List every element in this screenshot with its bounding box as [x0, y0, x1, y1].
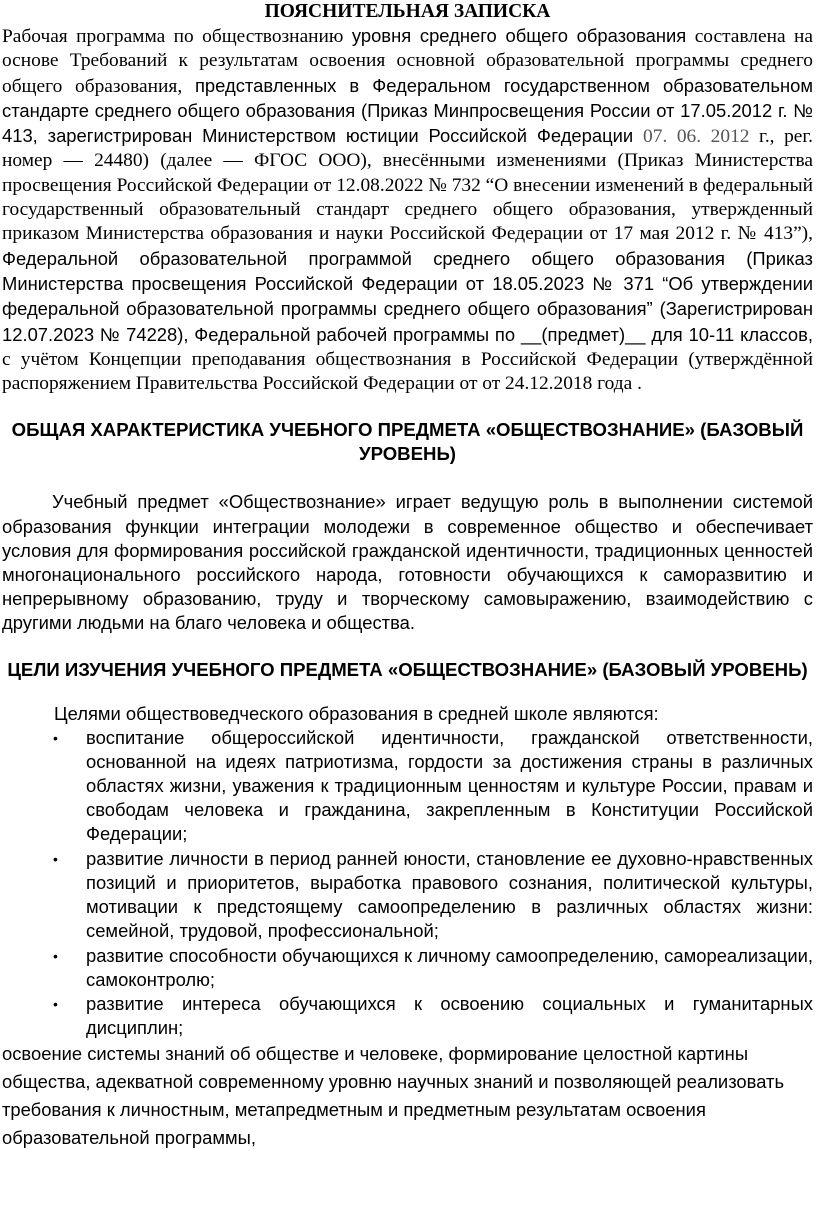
list-item-text: развитие интереса обучающихся к освоению социальных и гуманитарных дисциплин; — [86, 992, 813, 1039]
bullet-icon: • — [53, 850, 58, 867]
goals-list — [2, 726, 813, 1041]
section-characteristics-paragraph: Учебный предмет «Обществознание» играет ведущую роль в выполнении системой образования функции интеграции молодежи в современное общество и обеспечивает условия для формирования российской гражданской идентичности, традиционных ценностей многонационального российского народа, готовности обучающихся к саморазвитию и непрерывному образованию, труду и творческому самовыражению, взаимодействию с другими людьми на благо человека и общества. — [2, 491, 813, 634]
bullet-icon: • — [53, 729, 58, 746]
intro-text-1: Рабочая программа по обществознанию — [2, 26, 352, 47]
section-goals-title: ЦЕЛИ ИЗУЧЕНИЯ УЧЕБНОГО ПРЕДМЕТА «ОБЩЕСТВОЗНАНИЕ» (БАЗОВЫЙ УРОВЕНЬ) — [7, 658, 808, 680]
intro-text-7: Федеральной образовательной программой среднего общего образования (Приказ Министерства просвещения Российской Федерации от 18.05.2023 № 371 “Об утверждении федеральной образовательной программы среднего общего образования” (Зарегистрирован 12.07.2023 № 74228), Федеральной рабочей программы по __(предмет)__ для 10-11 классов, — [2, 247, 813, 345]
list-item — [2, 726, 813, 847]
list-item-text: развитие личности в период ранней юности, становление ее духовно-нравственных позиций и приоритетов, выработка правового сознания, политической культуры, мотивации к предстоящему самоопределению в различных областях жизни: семейной, трудовой, профессиональной; — [86, 847, 813, 942]
intro-text-6: (Приказ Министерства просвещения Российской Федерации от 12.08.2022 № 732 “О внесении изменений в федеральный государственный образовательный стандарт среднего общего образования, утвержденный приказом Министерства образования и науки Российской Федерации от 17 мая 2012 г. № 413”), — [2, 150, 813, 245]
bullet-icon: • — [53, 947, 58, 964]
goals-tail-paragraph: освоение системы знаний об обществе и человеке, формирование целостной картины общества, адекватной современному уровню научных знаний и позволяющей реализовать требования к личностным, метапредметным и предметным результатам освоения образовательной программы, — [2, 1043, 785, 1149]
goals-intro: Целями обществоведческого образования в средней школе являются: — [54, 702, 659, 724]
list-item-text: воспитание общероссийской идентичности, гражданской ответственности, основанной на идеях патриотизма, гордости за достижения страны в различных областях жизни, уважения к традиционным ценностям и культуре России, правам и свободам человека и гражданина, закрепленным в Конституции Российской Федерации; — [86, 726, 813, 845]
section-characteristics-title: ОБЩАЯ ХАРАКТЕРИСТИКА УЧЕБНОГО ПРЕДМЕТА «ОБЩЕСТВОЗНАНИЕ» (БАЗОВЫЙ УРОВЕНЬ) — [11, 419, 804, 465]
intro-text-8: с учётом Концепции преподавания обществознания в Российской Федерации (утверждённой распоряжением Правительства Российской Федерации от от 24.12.2018 года . — [2, 348, 813, 395]
intro-paragraph — [2, 24, 813, 396]
intro-text-3: составлена на основе Требований к результатам освоения основной образовательной программы среднего общего образования, — [2, 26, 813, 97]
list-item-text: развитие способности обучающихся к личному самоопределению, самореализации, самоконтролю; — [86, 944, 813, 990]
list-item — [2, 992, 813, 1040]
intro-text-4: представленных в Федеральном государственном образовательном стандарте среднего общего образования (Приказ Минпросвещения России от 17.05.2012 г. № 413, зарегистрирован Министерством юстиции Российской Федерации — [2, 74, 813, 147]
intro-text-2: уровня среднего общего образования — [351, 25, 687, 46]
intro-date: 07. 06. 2012 — [643, 126, 750, 148]
intro-text-5: г., рег. номер — 24480) (далее — ФГОС ООО), внесёнными изменениями — [2, 126, 814, 172]
list-item — [2, 944, 813, 992]
page-title: ПОЯСНИТЕЛЬНАЯ ЗАПИСКА — [264, 1, 551, 22]
bullet-icon: • — [53, 995, 58, 1012]
list-item — [2, 847, 813, 944]
